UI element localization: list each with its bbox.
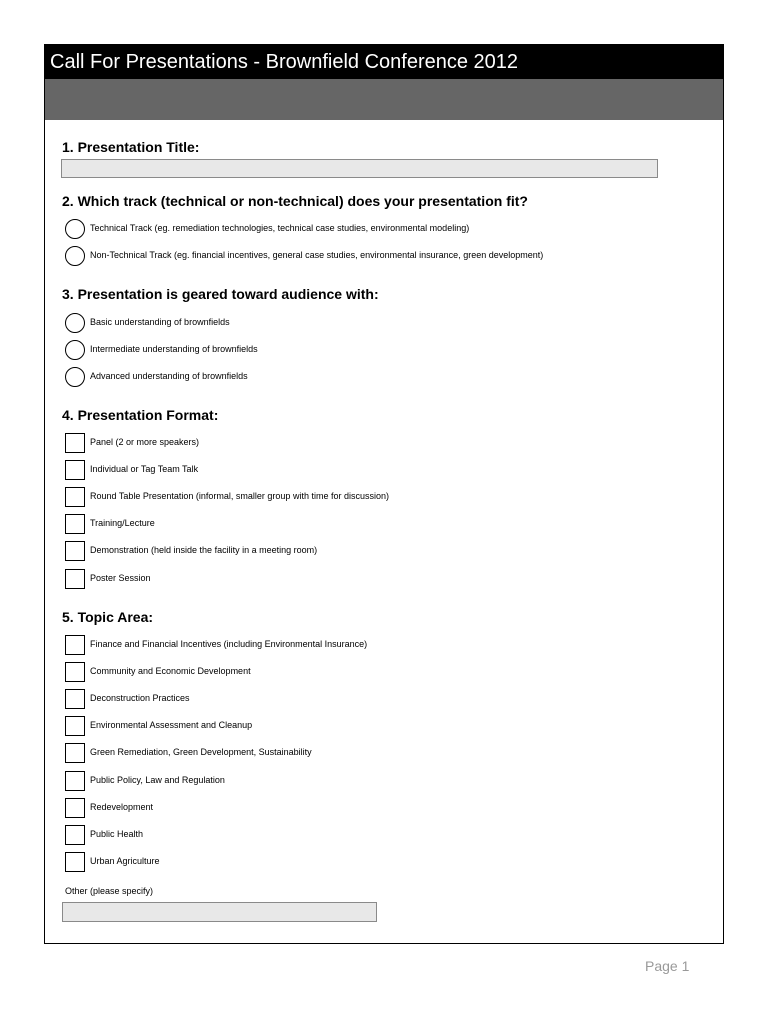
option-label: Finance and Financial Incentives (including Environmental Insurance): [90, 639, 368, 649]
option-label: Environmental Assessment and Cleanup: [90, 720, 253, 730]
checkbox[interactable]: [65, 825, 85, 845]
checkbox[interactable]: [65, 771, 85, 791]
option-label: Technical Track (eg. remediation technologies, technical case studies, environmental modeling): [90, 223, 470, 233]
option-label: Basic understanding of brownfields: [90, 317, 230, 327]
question-2-heading: 2. Which track (technical or non-technical) does your presentation fit?: [62, 193, 528, 209]
radio-button[interactable]: [65, 340, 85, 360]
option-label: Public Health: [90, 829, 144, 839]
option-label: Public Policy, Law and Regulation: [90, 775, 225, 785]
checkbox[interactable]: [65, 689, 85, 709]
option-label: Urban Agriculture: [90, 856, 160, 866]
other-specify-label: Other (please specify): [65, 886, 154, 896]
checkbox[interactable]: [65, 433, 85, 453]
option-label: Advanced understanding of brownfields: [90, 371, 248, 381]
header-band: [45, 79, 723, 120]
checkbox[interactable]: [65, 487, 85, 507]
option-label: Demonstration (held inside the facility in a meeting room): [90, 545, 318, 555]
option-label: Training/Lecture: [90, 518, 155, 528]
option-label: Community and Economic Development: [90, 666, 251, 676]
question-1-heading: 1. Presentation Title:: [62, 139, 200, 155]
option-label: Deconstruction Practices: [90, 693, 190, 703]
option-label: Round Table Presentation (informal, smaller group with time for discussion): [90, 491, 389, 501]
radio-button[interactable]: [65, 367, 85, 387]
option-label: Panel (2 or more speakers): [90, 437, 200, 447]
option-label: Poster Session: [90, 573, 151, 583]
option-label: Non-Technical Track (eg. financial incentives, general case studies, environmental insurance, green development): [90, 250, 544, 260]
checkbox[interactable]: [65, 514, 85, 534]
question-3-heading: 3. Presentation is geared toward audience with:: [62, 286, 379, 302]
radio-button[interactable]: [65, 246, 85, 266]
checkbox[interactable]: [65, 743, 85, 763]
checkbox[interactable]: [65, 662, 85, 682]
checkbox[interactable]: [65, 852, 85, 872]
checkbox[interactable]: [65, 716, 85, 736]
presentation-title-input[interactable]: [61, 159, 658, 178]
checkbox[interactable]: [65, 569, 85, 589]
checkbox[interactable]: [65, 541, 85, 561]
option-label: Redevelopment: [90, 802, 154, 812]
other-specify-input[interactable]: [62, 902, 377, 922]
form-frame: [44, 44, 724, 944]
checkbox[interactable]: [65, 798, 85, 818]
option-label: Green Remediation, Green Development, Sustainability: [90, 747, 312, 757]
option-label: Individual or Tag Team Talk: [90, 464, 199, 474]
radio-button[interactable]: [65, 219, 85, 239]
option-label: Intermediate understanding of brownfields: [90, 344, 258, 354]
question-5-heading: 5. Topic Area:: [62, 609, 154, 625]
question-4-heading: 4. Presentation Format:: [62, 407, 219, 423]
radio-button[interactable]: [65, 313, 85, 333]
checkbox[interactable]: [65, 635, 85, 655]
page-number: Page 1: [645, 958, 690, 974]
checkbox[interactable]: [65, 460, 85, 480]
form-title: Call For Presentations - Brownfield Conference 2012: [45, 45, 723, 79]
